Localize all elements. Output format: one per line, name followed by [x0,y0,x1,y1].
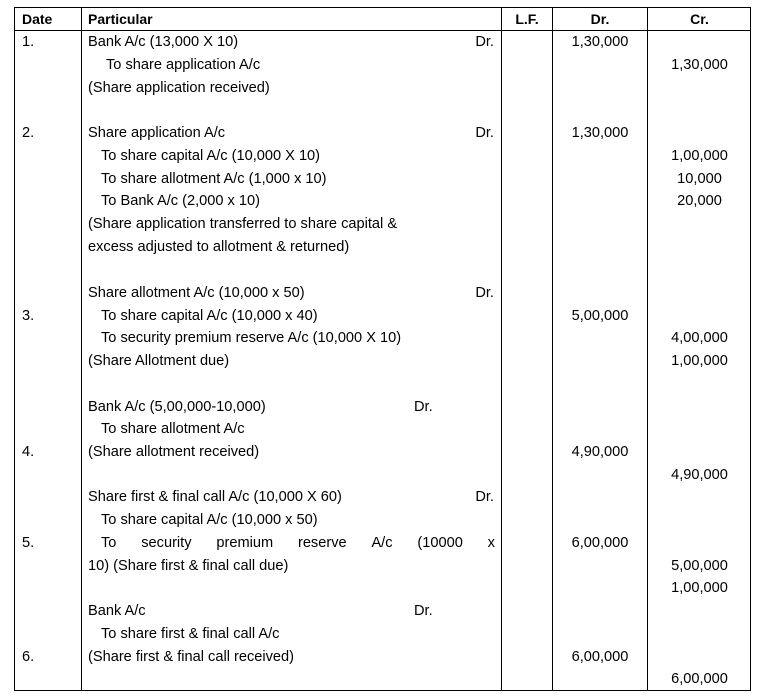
column-divider-particular [501,7,502,691]
header-date: Date [22,11,53,27]
entry-line: (Share Allotment due) [88,353,230,369]
dr-marker: Dr. [475,489,494,505]
entry-line: Share application A/c [88,125,226,141]
dr-marker: Dr. [414,399,433,415]
entry-date: 4. [22,444,35,460]
entry-line: To share first & final call A/c [101,626,280,642]
dr-marker: Dr. [414,603,433,619]
dr-amount: 5,00,000 [571,308,629,324]
dr-marker: Dr. [475,285,494,301]
entry-date: 5. [22,535,35,551]
dr-amount: 6,00,000 [571,649,629,665]
cr-amount: 20,000 [677,193,722,209]
cr-amount: 1,00,000 [671,148,728,164]
entry-line: To share allotment A/c [101,421,245,437]
entry-line: (Share application received) [88,80,270,96]
entry-line: To share allotment A/c (1,000 x 10) [101,171,327,187]
dr-marker: Dr. [475,34,494,50]
dr-amount: 6,00,000 [571,535,629,551]
cr-amount: 4,90,000 [671,467,728,483]
entry-line: (Share first & final call received) [88,649,295,665]
entry-line: excess adjusted to allotment & returned) [88,239,350,255]
word: x [487,535,495,551]
entry-line-justified [101,533,495,553]
word: (10000 [417,535,463,551]
cr-amount: 4,00,000 [671,330,728,346]
entry-line: To Bank A/c (2,000 x 10) [101,193,260,209]
entry-line: To share application A/c [106,57,261,73]
entry-line: To security premium reserve A/c (10,000 X 10) [101,330,402,346]
entry-line: (Share application transferred to share capital & [88,216,398,232]
entry-line: Bank A/c (13,000 X 10) [88,34,239,50]
header-particular: Particular [88,11,153,27]
cr-amount: 5,00,000 [671,558,728,574]
cr-amount: 1,00,000 [671,580,728,596]
entry-line: Bank A/c [88,603,146,619]
entry-line: 10) (Share first & final call due) [88,558,289,574]
entry-date: 1. [22,34,35,50]
entry-date: 3. [22,308,35,324]
word: A/c [371,535,393,551]
cr-amount: 10,000 [677,171,722,187]
word: security [141,535,192,551]
header-lf: L.F. [515,11,539,27]
header-divider [14,30,751,31]
column-divider-lf [552,7,553,691]
cr-amount: 6,00,000 [671,671,728,687]
entry-line: Share first & final call A/c (10,000 X 60) [88,489,342,505]
cr-amount: 1,00,000 [671,353,728,369]
word: premium [216,535,274,551]
entry-date: 2. [22,125,35,141]
header-dr: Dr. [590,11,610,27]
journal-table [14,7,751,691]
entry-line: Share allotment A/c (10,000 x 50) [88,285,305,301]
dr-amount: 1,30,000 [571,125,629,141]
header-cr: Cr. [690,11,709,27]
entry-line: (Share allotment received) [88,444,260,460]
entry-line: To share capital A/c (10,000 X 10) [101,148,321,164]
dr-marker: Dr. [475,125,494,141]
column-divider-date [81,7,82,691]
word: To [101,535,117,551]
dr-amount: 4,90,000 [571,444,629,460]
word: reserve [297,535,347,551]
entry-line: To share capital A/c (10,000 x 40) [101,308,318,324]
dr-amount: 1,30,000 [571,34,629,50]
entry-date: 6. [22,649,35,665]
cr-amount: 1,30,000 [671,57,728,73]
entry-line: Bank A/c (5,00,000-10,000) [88,399,266,415]
entry-line: To share capital A/c (10,000 x 50) [101,512,318,528]
